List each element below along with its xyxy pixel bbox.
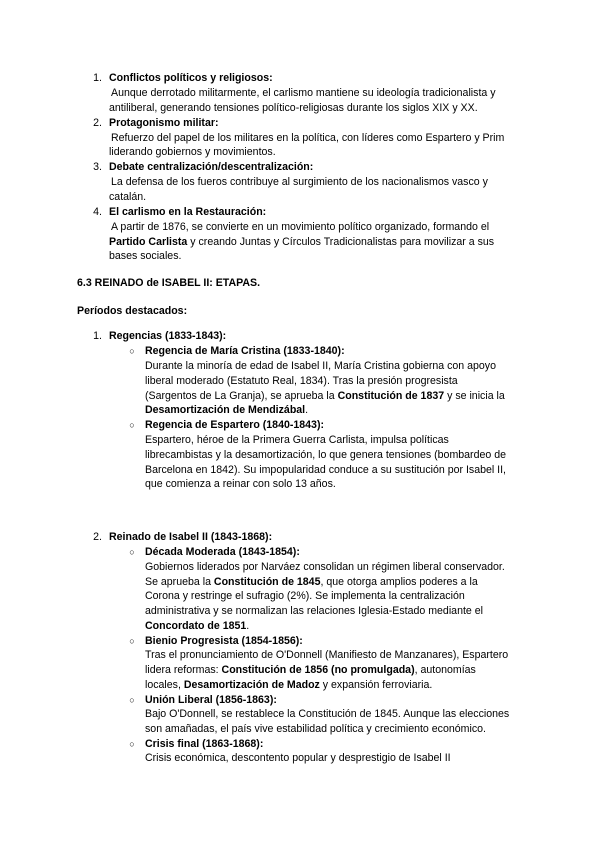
list-heading: Debate centralización/descentralización: <box>109 161 314 173</box>
paragraph-line: liberal moderado (Estatuto Real, 1834). Tras la presión progresista <box>145 375 458 387</box>
paragraph-line: bases sociales. <box>109 250 182 262</box>
paragraph-line: son amañadas, el país vive estabilidad política y crecimiento económico. <box>145 723 486 735</box>
list-number: 1. <box>93 72 102 84</box>
paragraph-line: Partido Carlista y creando Juntas y Círculos Tradicionalistas para movilizar a sus <box>109 236 495 248</box>
sublist-heading: Regencia de María Cristina (1833-1840): <box>145 345 345 357</box>
list-number: 2. <box>93 531 102 543</box>
list-heading: El carlismo en la Restauración: <box>109 206 267 218</box>
paragraph-line: que comienza a reinar con solo 13 años. <box>145 478 336 490</box>
list-heading: Reinado de Isabel II (1843-1868): <box>109 531 273 543</box>
paragraph-line: Espartero, héroe de la Primera Guerra Carlista, impulsa políticas <box>145 434 449 446</box>
periods-title: Períodos destacados: <box>77 305 188 317</box>
paragraph-line: Aunque derrotado militarmente, el carlismo mantiene su ideología tradicionalista y <box>111 87 496 99</box>
paragraph-line: catalán. <box>109 191 147 203</box>
hollow-bullet-icon: ○ <box>129 420 135 430</box>
hollow-bullet-icon: ○ <box>129 636 135 646</box>
sublist-heading: Crisis final (1863-1868): <box>145 738 264 750</box>
paragraph-line: A partir de 1876, se convierte en un movimiento político organizado, formando el <box>111 221 490 233</box>
paragraph-line: Corona y restringe el sufragio (2%). Se implementa la centralización <box>145 590 465 602</box>
hollow-bullet-icon: ○ <box>129 547 135 557</box>
list-heading: Conflictos políticos y religiosos: <box>109 72 273 84</box>
paragraph-line: antiliberal, generando tensiones político-religiosas durante los siglos XIX y XX. <box>109 102 478 114</box>
paragraph-line: Refuerzo del papel de los militares en la política, con líderes como Espartero y Prim <box>111 132 505 144</box>
sublist-heading: Bienio Progresista (1854-1856): <box>145 635 303 647</box>
paragraph-line: Durante la minoría de edad de Isabel II, María Cristina gobierna con apoyo <box>145 360 496 372</box>
list-number: 2. <box>93 117 102 129</box>
hollow-bullet-icon: ○ <box>129 346 135 356</box>
sublist-heading: Década Moderada (1843-1854): <box>145 546 300 558</box>
paragraph-line: Desamortización de Mendizábal. <box>145 404 309 416</box>
list-number: 1. <box>93 330 102 342</box>
paragraph-line: Tras el pronunciamiento de O'Donnell (Manifiesto de Manzanares), Espartero <box>145 649 509 661</box>
list-heading: Regencias (1833-1843): <box>109 330 227 342</box>
paragraph-line: (Sargentos de La Granja), se aprueba la Constitución de 1837 y se inicia la <box>145 390 505 402</box>
section-title: 6.3 REINADO de ISABEL II: ETAPAS. <box>77 277 261 289</box>
hollow-bullet-icon: ○ <box>129 695 135 705</box>
paragraph-line: librecambistas y la desamortización, lo que genera tensiones (bombardeo de <box>145 449 506 461</box>
paragraph-line: La defensa de los fueros contribuye al surgimiento de los nacionalismos vasco y <box>111 176 488 188</box>
paragraph-line: lidera reformas: Constitución de 1856 (no promulgada), autonomías <box>145 664 476 676</box>
paragraph-line: Bajo O'Donnell, se restablece la Constitución de 1845. Aunque las elecciones <box>145 708 510 720</box>
paragraph-line: administrativa y se normalizan las relaciones Iglesia-Estado mediante el <box>145 605 483 617</box>
paragraph-line: Barcelona en 1842). Su impopularidad conduce a su sustitución por Isabel II, <box>145 464 506 476</box>
list-number: 3. <box>93 161 102 173</box>
sublist-heading: Regencia de Espartero (1840-1843): <box>145 419 324 431</box>
paragraph-line: locales, Desamortización de Madoz y expansión ferroviaria. <box>145 679 433 691</box>
paragraph-line: Gobiernos liderados por Narváez consolidan un régimen liberal conservador. <box>145 561 505 573</box>
paragraph-line: Concordato de 1851. <box>145 620 250 632</box>
paragraph-line: Crisis económica, descontento popular y desprestigio de Isabel II <box>145 752 451 764</box>
sublist-heading: Unión Liberal (1856-1863): <box>145 694 277 706</box>
hollow-bullet-icon: ○ <box>129 739 135 749</box>
list-heading: Protagonismo militar: <box>109 117 219 129</box>
list-number: 4. <box>93 206 102 218</box>
paragraph-line: Se aprueba la Constitución de 1845, que otorga amplios poderes a la <box>145 576 478 588</box>
paragraph-line: liderando gobiernos y movimientos. <box>109 146 276 158</box>
